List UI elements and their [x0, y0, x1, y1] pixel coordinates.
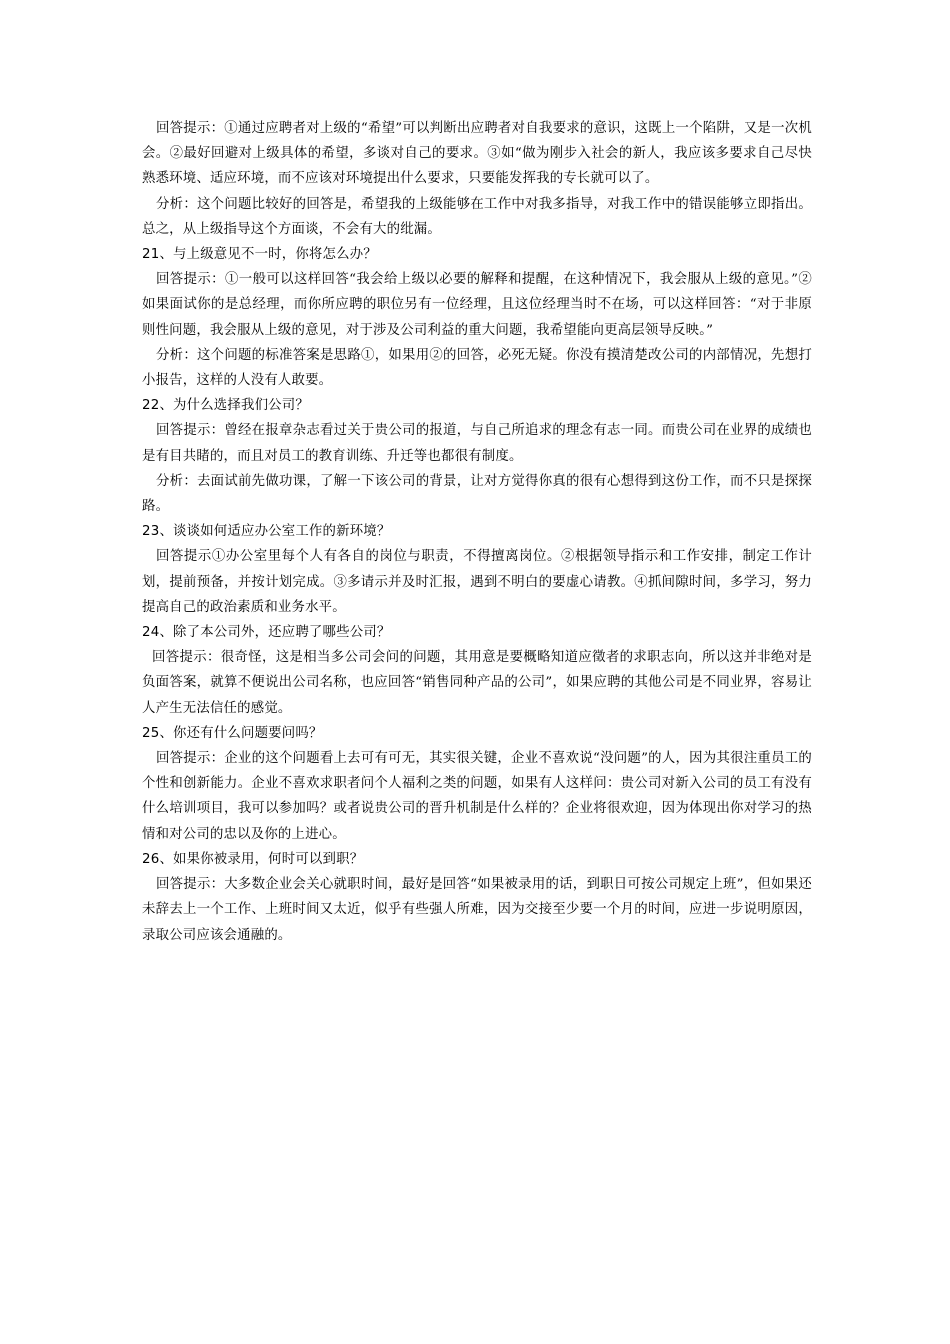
answer-paragraph: 回答提示①办公室里每个人有各自的岗位与职责，不得擅离岗位。②根据领导指示和工作安排，制定工作计划，提前预备，并按计划完成。③多请示并及时汇报，遇到不明白的要虚心请教。④抓间隙时间，多学习，努力提高自己的政治素质和业务水平。 — [142, 549, 812, 615]
document-page — [142, 116, 812, 948]
answer-paragraph: 回答提示：①通过应聘者对上级的“希望”可以判断出应聘者对自我要求的意识，这既上一个陷阱，又是一次机会。②最好回避对上级具体的希望，多谈对自己的要求。③如“做为刚步入社会的新人，我应该多要求自己尽快熟悉环境、适应环境，而不应该对环境提出什么要求，只要能发挥我的专长就可以了。 — [142, 121, 812, 187]
analysis-paragraph: 分析：这个问题的标准答案是思路①，如果用②的回答，必死无疑。你没有摸清楚改公司的内部情况，先想打小报告，这样的人没有人敢要。 — [142, 347, 812, 389]
answer-paragraph: 回答提示：曾经在报章杂志看过关于贵公司的报道，与自己所追求的理念有志一同。而贵公司在业界的成绩也是有目共睹的，而且对员工的教育训练、升迁等也都很有制度。 — [142, 423, 812, 464]
question-heading-25: 25、你还有什么问题要问吗？ — [142, 725, 323, 741]
analysis-paragraph: 分析：去面试前先做功课，了解一下该公司的背景，让对方觉得你真的很有心想得到这份工作，而不只是探探路。 — [142, 473, 812, 515]
answer-paragraph: 回答提示：企业的这个问题看上去可有可无，其实很关键，企业不喜欢说“没问题”的人，因为其很注重员工的个性和创新能力。企业不喜欢求职者问个人福利之类的问题，如果有人这样问：贵公司对新入公司的员工有没有什么培训项目，我可以参加吗？或者说贵公司的晋升机制是什么样的？企业将很欢迎，因为体现出你对学习的热情和对公司的忠以及你的上进心。 — [142, 751, 812, 842]
question-heading-23: 23、谈谈如何适应办公室工作的新环境？ — [142, 524, 391, 540]
answer-paragraph: 回答提示：大多数企业会关心就职时间，最好是回答“如果被录用的话，到职日可按公司规定上班”，但如果还未辞去上一个工作、上班时间又太近，似乎有些强人所难，因为交接至少要一个月的时间，应进一步说明原因，录取公司应该会通融的。 — [142, 877, 812, 943]
answer-paragraph: 回答提示：①一般可以这样回答“我会给上级以必要的解释和提醒，在这种情况下，我会服从上级的意见。”②如果面试你的是总经理，而你所应聘的职位另有一位经理，且这位经理当时不在场，可以这样回答：“对于非原则性问题，我会服从上级的意见，对于涉及公司利益的重大问题，我希望能向更高层领导反映。” — [142, 272, 812, 338]
question-heading-26: 26、如果你被录用，何时可以到职？ — [142, 851, 364, 867]
question-heading-22: 22、为什么选择我们公司？ — [142, 398, 309, 414]
question-heading-24: 24、除了本公司外，还应聘了哪些公司？ — [142, 625, 391, 641]
analysis-paragraph: 分析：这个问题比较好的回答是，希望我的上级能够在工作中对我多指导，对我工作中的错误能够立即指出。总之，从上级指导这个方面谈，不会有大的纰漏。 — [142, 196, 812, 237]
answer-paragraph: 回答提示：很奇怪，这是相当多公司会问的问题，其用意是要概略知道应徵者的求职志向，所以这并非绝对是负面答案，就算不便说出公司名称，也应回答“销售同种产品的公司”，如果应聘的其他公司是不同业界，容易让人产生无法信任的感觉。 — [142, 650, 812, 716]
question-heading-21: 21、与上级意见不一时，你将怎么办？ — [142, 247, 377, 263]
